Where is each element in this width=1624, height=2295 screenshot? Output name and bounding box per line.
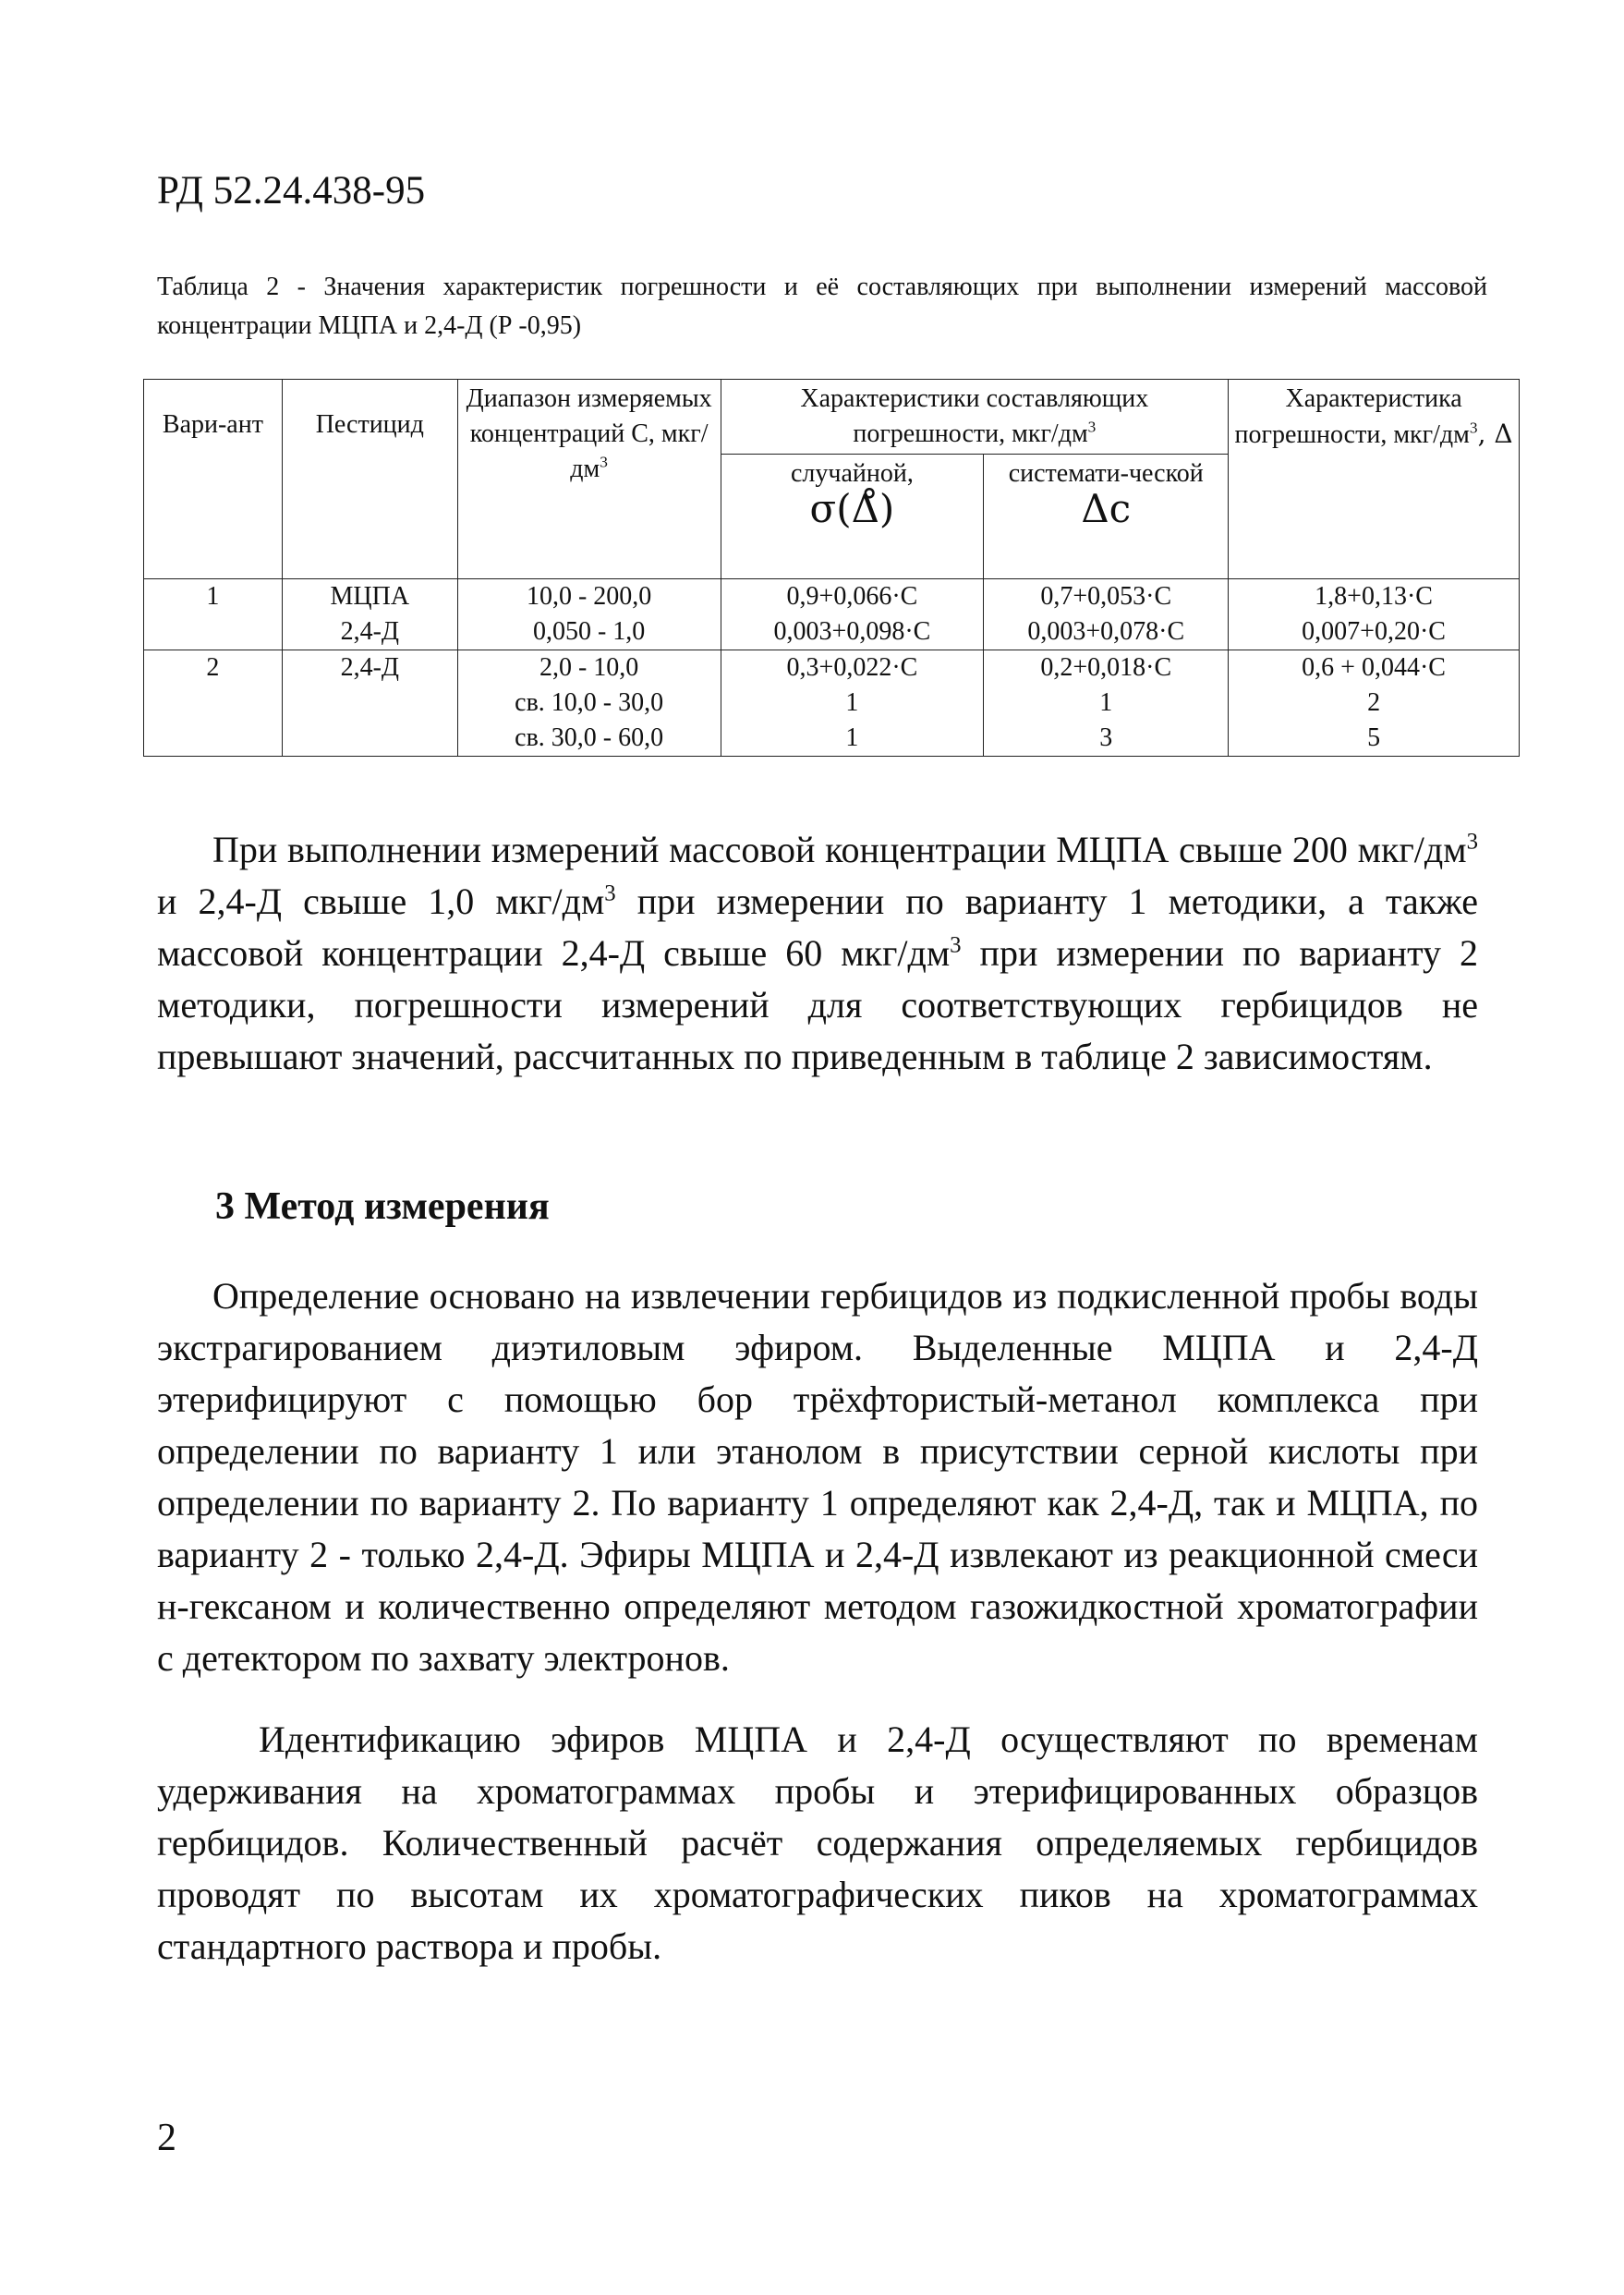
header-range-sup: 3	[600, 453, 608, 471]
table-row	[144, 579, 1520, 650]
table-caption: Таблица 2 - Значения характеристик погрешности и её составляющих при выполнении измерений массовой концентрации МЦПА и 2,4-Д (Р -0,95)	[157, 273, 1487, 340]
cell-line: 5	[1367, 723, 1381, 752]
cell-error	[1229, 579, 1520, 650]
cell-line: 0,9+0,066·С	[786, 582, 918, 611]
header-random-symbol: σ(Δ̊)	[809, 486, 895, 531]
paragraph-text: При выполнении измерений массовой концентрации МЦПА свыше 200 мкг/дм	[212, 829, 1467, 870]
cell-line: св. 30,0 - 60,0	[515, 723, 664, 752]
header-random-text: случайной,	[790, 459, 914, 488]
paragraph-text: при измерении по варианту 2 методики, погрешности измерений для соответствующих гербицидов не превышают значений, рассчитанных по приведенным в таблице 2 зависимостям.	[157, 932, 1478, 1077]
cell-line: 2,4-Д	[340, 653, 400, 682]
cell-range	[457, 579, 721, 650]
page-number: 2	[157, 2117, 176, 2159]
superscript: 3	[1466, 829, 1478, 855]
cell-line: 2,4-Д	[340, 617, 400, 646]
cell-variant: 1	[144, 579, 283, 650]
cell-line: 0,050 - 1,0	[532, 617, 646, 646]
cell-random	[721, 579, 984, 650]
cell-line: 0,3+0,022·С	[786, 653, 918, 682]
table-header-row	[144, 380, 1520, 455]
header-components-text: Характеристики составляющих погрешности, мкг/дм	[800, 384, 1149, 448]
cell-line: 0,003+0,098·С	[773, 617, 931, 646]
cell-pesticide	[282, 579, 457, 650]
header-error-sup: 3	[1469, 419, 1478, 437]
header-systematic-text: системати-ческой	[1008, 459, 1204, 488]
header-variant: Вари-ант	[144, 380, 283, 579]
header-components	[721, 380, 1229, 455]
header-error	[1229, 380, 1520, 579]
cell-line: 10,0 - 200,0	[526, 582, 652, 611]
header-random	[721, 455, 984, 579]
header-systematic	[984, 455, 1229, 579]
cell-line: 0,7+0,053·С	[1040, 582, 1172, 611]
error-characteristics-table	[143, 379, 1520, 757]
paragraph-identification: Идентификацию эфиров МЦПА и 2,4-Д осуществляют по временам удерживания на хроматограммах пробы и этерифицированных образцов гербицидов. Количественный расчёт содержания определяемых гербицидов проводят по высотам их хроматографических пиков на хроматограммах стандартного раствора и пробы.	[157, 1718, 1478, 1967]
header-range	[457, 380, 721, 579]
header-range-text: Диапазон измеряемых концентраций С, мкг/дм	[466, 384, 712, 483]
paragraph-text: при измерении по варианту 1 методики, а также массовой концентрации 2,4-Д свыше 60 мкг/дм	[157, 880, 1478, 974]
header-systematic-symbol: Δc	[1081, 486, 1132, 531]
cell-line: 1	[845, 688, 859, 717]
cell-line: 0,6 + 0,044·С	[1302, 653, 1446, 682]
cell-line: 1	[1099, 688, 1113, 717]
header-pesticide: Пестицид	[282, 380, 457, 579]
paragraph-method: Определение основано на извлечении гербицидов из подкисленной пробы воды экстрагированием диэтиловым эфиром. Выделенные МЦПА и 2,4-Д этерифицируют с помощью бор трёхфтористый-метанол комплекса при определении по варианту 1 или этанолом в присутствии серной кислоты при определении по варианту 2. По варианту 1 определяют как 2,4-Д, так и МЦПА, по варианту 2 - только 2,4-Д. Эфиры МЦПА и 2,4-Д извлекают из реакционной смеси н-гексаном и количественно определяют методом газожидкостной хроматографии с детектором по захвату электронов.	[157, 1275, 1478, 1679]
cell-line: 0,007+0,20·С	[1302, 617, 1446, 646]
cell-line: 0,2+0,018·С	[1040, 653, 1172, 682]
cell-range	[457, 650, 721, 757]
header-error-text: Характеристика погрешности, мкг/дм	[1234, 384, 1470, 449]
cell-line: 1,8+0,13·С	[1315, 582, 1433, 611]
section-heading: 3 Метод измерения	[215, 1185, 550, 1228]
cell-systematic	[984, 650, 1229, 757]
cell-line: 2	[1367, 688, 1381, 717]
document-code: РД 52.24.438-95	[157, 169, 426, 212]
cell-variant: 2	[144, 650, 283, 757]
cell-line: 1	[845, 723, 859, 752]
cell-systematic	[984, 579, 1229, 650]
cell-line: 0,003+0,078·С	[1027, 617, 1185, 646]
cell-line: 2,0 - 10,0	[539, 653, 639, 682]
cell-error	[1229, 650, 1520, 757]
cell-random	[721, 650, 984, 757]
paragraph-error-limits	[157, 824, 1478, 1083]
header-components-sup: 3	[1087, 418, 1097, 436]
superscript: 3	[950, 932, 962, 958]
superscript: 3	[604, 880, 616, 906]
cell-line: МЦПА	[330, 582, 410, 611]
cell-line: св. 10,0 - 30,0	[515, 688, 664, 717]
cell-line: 3	[1099, 723, 1113, 752]
table-row	[144, 650, 1520, 757]
cell-pesticide	[282, 650, 457, 757]
header-error-symbol: , Δ	[1477, 419, 1513, 449]
paragraph-text: и 2,4-Д свыше 1,0 мкг/дм	[157, 880, 605, 922]
